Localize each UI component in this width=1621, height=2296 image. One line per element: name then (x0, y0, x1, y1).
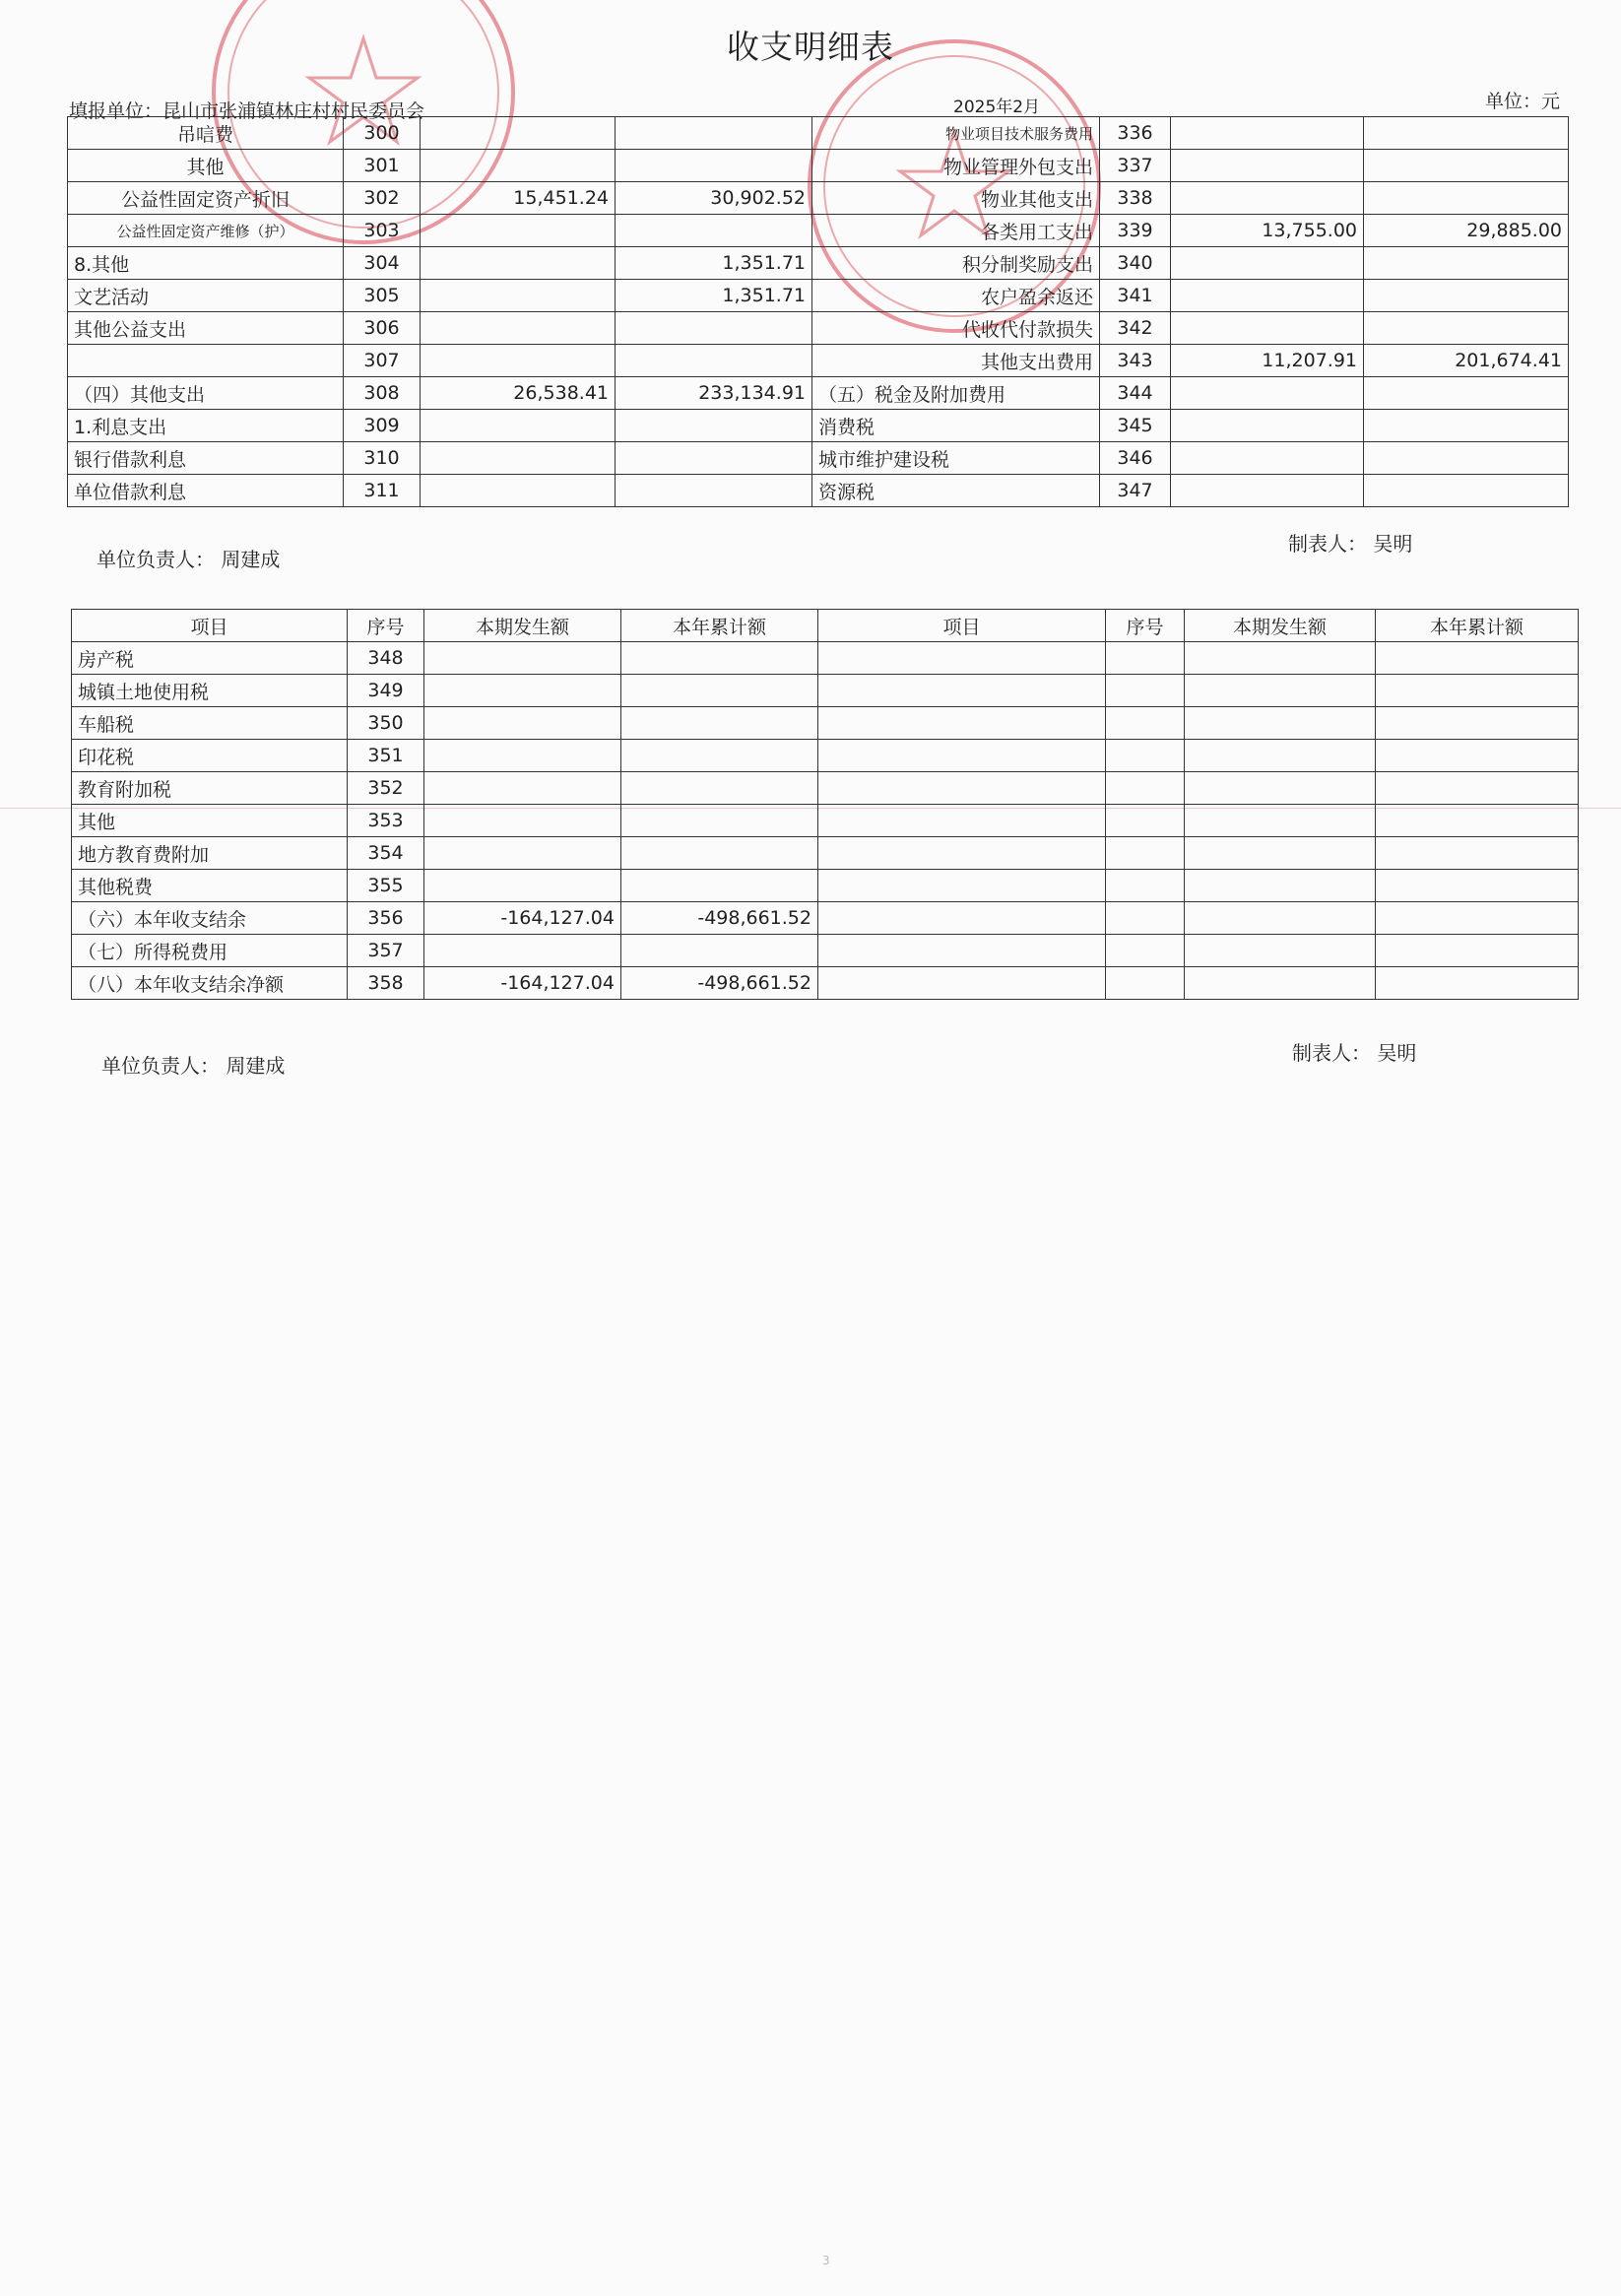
ytd-amount (621, 837, 818, 870)
current-amount (424, 675, 621, 707)
item-seq: 309 (344, 410, 421, 442)
ytd-amount (621, 642, 818, 675)
current-amount (421, 215, 616, 247)
table-row (68, 117, 1569, 150)
empty-cell (818, 837, 1106, 870)
ytd-amount: -498,661.52 (621, 967, 818, 1000)
empty-cell (1376, 967, 1579, 1000)
item-seq: 304 (344, 247, 421, 280)
item-name: 物业其他支出 (812, 182, 1100, 215)
item-seq: 349 (348, 675, 424, 707)
table-row (72, 870, 1579, 902)
current-amount: -164,127.04 (424, 967, 621, 1000)
current-amount (421, 345, 616, 377)
table-header-row (72, 610, 1579, 642)
item-name: 资源税 (812, 475, 1100, 507)
page-mark: 3 (822, 2254, 830, 2267)
current-amount (1171, 312, 1364, 345)
current-amount (421, 410, 616, 442)
ytd-amount (616, 475, 812, 507)
table-row (68, 150, 1569, 182)
current-amount (424, 642, 621, 675)
item-name: 文艺活动 (68, 280, 344, 312)
current-amount (421, 312, 616, 345)
item-name: 农户盈余返还 (812, 280, 1100, 312)
empty-cell (1106, 772, 1185, 805)
item-name: 代收代付款损失 (812, 312, 1100, 345)
ytd-amount (1364, 410, 1569, 442)
item-name: 公益性固定资产维修（护） (68, 215, 344, 247)
table-row (72, 772, 1579, 805)
item-name: 印花税 (72, 740, 348, 772)
item-seq: 308 (344, 377, 421, 410)
current-amount (424, 805, 621, 837)
empty-cell (818, 902, 1106, 935)
empty-cell (1106, 837, 1185, 870)
current-amount (1171, 247, 1364, 280)
ytd-amount (616, 215, 812, 247)
ytd-amount (621, 870, 818, 902)
current-amount (1171, 442, 1364, 475)
header-ytd: 本年累计额 (1376, 610, 1579, 642)
item-seq: 351 (348, 740, 424, 772)
current-amount (424, 740, 621, 772)
item-seq: 341 (1100, 280, 1171, 312)
current-amount (421, 280, 616, 312)
empty-cell (1106, 675, 1185, 707)
empty-cell (818, 707, 1106, 740)
ytd-amount (1364, 442, 1569, 475)
current-amount (421, 247, 616, 280)
empty-cell (1185, 740, 1376, 772)
item-name: 1.利息支出 (68, 410, 344, 442)
table-row (68, 247, 1569, 280)
current-amount (424, 772, 621, 805)
ytd-amount: 201,674.41 (1364, 345, 1569, 377)
item-name: 吊唁费 (68, 117, 344, 150)
item-seq: 303 (344, 215, 421, 247)
ytd-amount (616, 345, 812, 377)
item-name: 其他公益支出 (68, 312, 344, 345)
item-name: （八）本年收支结余净额 (72, 967, 348, 1000)
table-row (68, 182, 1569, 215)
empty-cell (1185, 642, 1376, 675)
empty-cell (818, 805, 1106, 837)
ytd-amount (1364, 182, 1569, 215)
table-row (68, 475, 1569, 507)
item-name: 城镇土地使用税 (72, 675, 348, 707)
item-name: 物业管理外包支出 (812, 150, 1100, 182)
current-amount: 13,755.00 (1171, 215, 1364, 247)
item-seq: 310 (344, 442, 421, 475)
ytd-amount (621, 805, 818, 837)
item-name: 积分制奖励支出 (812, 247, 1100, 280)
empty-cell (1376, 805, 1579, 837)
current-amount (424, 837, 621, 870)
header-item: 项目 (72, 610, 348, 642)
item-name: 其他 (68, 150, 344, 182)
header-current: 本期发生额 (424, 610, 621, 642)
empty-cell (1185, 902, 1376, 935)
item-seq: 358 (348, 967, 424, 1000)
ytd-amount (616, 150, 812, 182)
ytd-amount (1364, 117, 1569, 150)
ytd-amount (1364, 247, 1569, 280)
table-row (72, 675, 1579, 707)
empty-cell (1376, 837, 1579, 870)
empty-cell (1376, 675, 1579, 707)
item-seq: 356 (348, 902, 424, 935)
empty-cell (1185, 772, 1376, 805)
item-seq: 306 (344, 312, 421, 345)
item-seq: 348 (348, 642, 424, 675)
current-amount (421, 442, 616, 475)
table-row (72, 837, 1579, 870)
empty-cell (1185, 870, 1376, 902)
empty-cell (1376, 902, 1579, 935)
current-amount: -164,127.04 (424, 902, 621, 935)
empty-cell (1185, 935, 1376, 967)
ytd-amount: 1,351.71 (616, 280, 812, 312)
empty-cell (1106, 707, 1185, 740)
item-seq: 338 (1100, 182, 1171, 215)
item-seq: 354 (348, 837, 424, 870)
item-name: （四）其他支出 (68, 377, 344, 410)
item-seq: 345 (1100, 410, 1171, 442)
reporting-unit: 填报单位：昆山市张浦镇林庄村村民委员会 (69, 100, 425, 122)
table-row (72, 967, 1579, 1000)
empty-cell (818, 967, 1106, 1000)
table-row (72, 642, 1579, 675)
header-seq: 序号 (1106, 610, 1185, 642)
item-seq: 340 (1100, 247, 1171, 280)
item-seq: 347 (1100, 475, 1171, 507)
empty-cell (1376, 642, 1579, 675)
document-title: 收支明细表 (727, 28, 894, 66)
item-seq: 357 (348, 935, 424, 967)
header-seq: 序号 (348, 610, 424, 642)
currency-unit: 单位：元 (1485, 91, 1561, 112)
current-amount: 11,207.91 (1171, 345, 1364, 377)
empty-cell (1106, 870, 1185, 902)
table-row (72, 935, 1579, 967)
current-amount (1171, 377, 1364, 410)
item-seq: 346 (1100, 442, 1171, 475)
table-row (72, 740, 1579, 772)
empty-cell (1106, 967, 1185, 1000)
current-amount (421, 475, 616, 507)
empty-cell (818, 675, 1106, 707)
item-seq: 337 (1100, 150, 1171, 182)
ytd-amount (616, 410, 812, 442)
current-amount: 15,451.24 (421, 182, 616, 215)
current-amount (1171, 117, 1364, 150)
item-name: 车船税 (72, 707, 348, 740)
table-row (72, 805, 1579, 837)
item-seq: 305 (344, 280, 421, 312)
empty-cell (1185, 675, 1376, 707)
item-name: 公益性固定资产折旧 (68, 182, 344, 215)
empty-cell (818, 870, 1106, 902)
current-amount (424, 935, 621, 967)
ytd-amount (616, 312, 812, 345)
empty-cell (1376, 772, 1579, 805)
empty-cell (818, 740, 1106, 772)
item-name: 各类用工支出 (812, 215, 1100, 247)
empty-cell (1185, 707, 1376, 740)
current-amount (1171, 410, 1364, 442)
current-amount (424, 870, 621, 902)
item-seq: 307 (344, 345, 421, 377)
ytd-amount (621, 772, 818, 805)
item-name: 地方教育费附加 (72, 837, 348, 870)
ytd-amount: -498,661.52 (621, 902, 818, 935)
table-row (72, 902, 1579, 935)
item-seq: 300 (344, 117, 421, 150)
current-amount (1171, 280, 1364, 312)
ytd-amount (621, 707, 818, 740)
ytd-amount: 30,902.52 (616, 182, 812, 215)
preparer-signature: 制表人： 吴明 (1292, 1041, 1417, 1065)
item-seq: 343 (1100, 345, 1171, 377)
table-row (68, 442, 1569, 475)
ytd-amount (621, 675, 818, 707)
empty-cell (818, 642, 1106, 675)
item-name: 8.其他 (68, 247, 344, 280)
current-amount (1171, 182, 1364, 215)
table-row (68, 280, 1569, 312)
item-name: 其他支出费用 (812, 345, 1100, 377)
empty-cell (1185, 967, 1376, 1000)
empty-cell (1185, 837, 1376, 870)
table-row (68, 215, 1569, 247)
empty-cell (818, 935, 1106, 967)
ytd-amount (621, 935, 818, 967)
item-name: （五）税金及附加费用 (812, 377, 1100, 410)
header-ytd: 本年累计额 (621, 610, 818, 642)
item-name: 单位借款利息 (68, 475, 344, 507)
table-row (68, 345, 1569, 377)
item-seq: 336 (1100, 117, 1171, 150)
empty-cell (1376, 740, 1579, 772)
ytd-amount (1364, 475, 1569, 507)
item-name: （六）本年收支结余 (72, 902, 348, 935)
current-amount (421, 150, 616, 182)
item-name: （七）所得税费用 (72, 935, 348, 967)
item-seq: 342 (1100, 312, 1171, 345)
ytd-amount (1364, 150, 1569, 182)
item-name: 城市维护建设税 (812, 442, 1100, 475)
current-amount: 26,538.41 (421, 377, 616, 410)
current-amount (1171, 150, 1364, 182)
empty-cell (1106, 902, 1185, 935)
item-seq: 301 (344, 150, 421, 182)
item-name: 银行借款利息 (68, 442, 344, 475)
ytd-amount (1364, 377, 1569, 410)
empty-cell (1376, 870, 1579, 902)
item-name: 消费税 (812, 410, 1100, 442)
item-name (68, 345, 344, 377)
ytd-amount: 29,885.00 (1364, 215, 1569, 247)
header-item: 项目 (818, 610, 1106, 642)
current-amount (1171, 475, 1364, 507)
detail-table-lower (71, 609, 1579, 1000)
empty-cell (818, 772, 1106, 805)
empty-cell (1106, 740, 1185, 772)
current-amount (424, 707, 621, 740)
empty-cell (1185, 805, 1376, 837)
unit-head-signature: 单位负责人： 周建成 (97, 548, 281, 571)
ytd-amount (616, 442, 812, 475)
unit-head-signature: 单位负责人： 周建成 (101, 1054, 286, 1078)
ytd-amount (616, 117, 812, 150)
item-seq: 353 (348, 805, 424, 837)
table-row (68, 410, 1569, 442)
ytd-amount (1364, 280, 1569, 312)
table-row (68, 377, 1569, 410)
item-seq: 350 (348, 707, 424, 740)
item-seq: 344 (1100, 377, 1171, 410)
item-name: 房产税 (72, 642, 348, 675)
item-seq: 311 (344, 475, 421, 507)
ytd-amount: 1,351.71 (616, 247, 812, 280)
header-current: 本期发生额 (1185, 610, 1376, 642)
item-name: 教育附加税 (72, 772, 348, 805)
item-name: 其他税费 (72, 870, 348, 902)
item-seq: 339 (1100, 215, 1171, 247)
current-amount (421, 117, 616, 150)
table-row (68, 312, 1569, 345)
ytd-amount (621, 740, 818, 772)
empty-cell (1376, 707, 1579, 740)
item-name: 其他 (72, 805, 348, 837)
preparer-signature: 制表人： 吴明 (1288, 532, 1413, 556)
report-date: 2025年2月 (953, 98, 1041, 117)
empty-cell (1106, 805, 1185, 837)
empty-cell (1106, 642, 1185, 675)
ytd-amount (1364, 312, 1569, 345)
table-row (72, 707, 1579, 740)
item-seq: 352 (348, 772, 424, 805)
empty-cell (1106, 935, 1185, 967)
item-name: 物业项目技术服务费用 (812, 117, 1100, 150)
ytd-amount: 233,134.91 (616, 377, 812, 410)
empty-cell (1376, 935, 1579, 967)
item-seq: 302 (344, 182, 421, 215)
detail-table-upper (67, 116, 1569, 507)
item-seq: 355 (348, 870, 424, 902)
